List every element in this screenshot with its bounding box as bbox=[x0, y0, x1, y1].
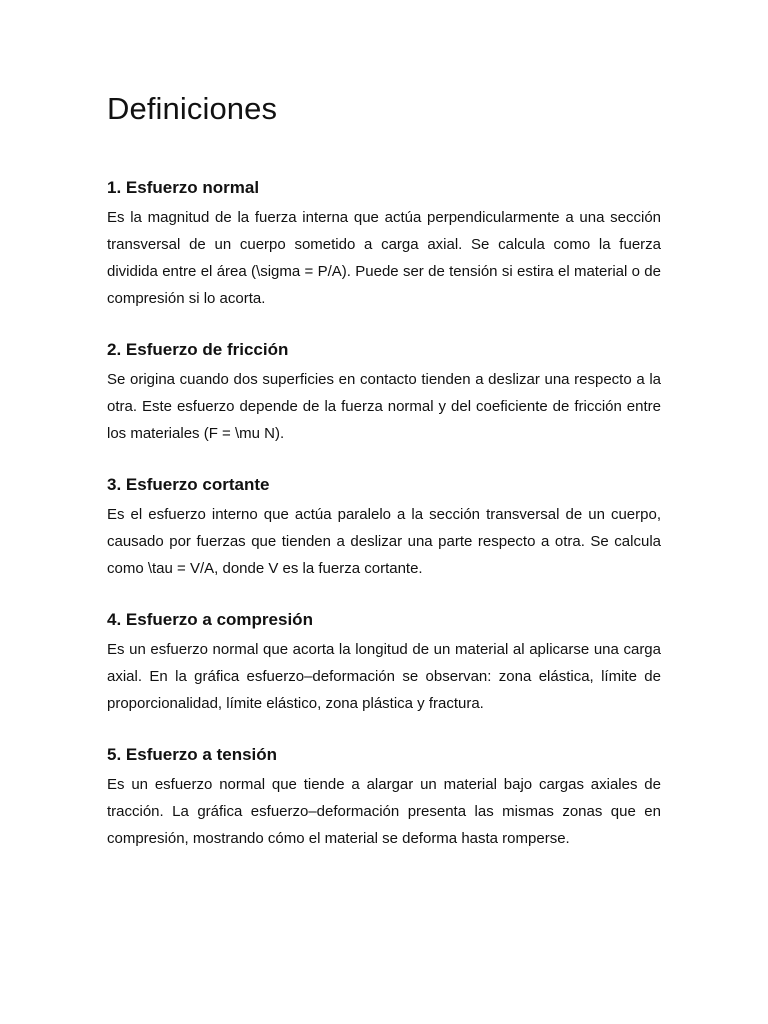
section-heading: 3. Esfuerzo cortante bbox=[107, 475, 270, 494]
section-body: Es un esfuerzo normal que acorta la longitud de un material al aplicarse una carga axial. En la gráfica esfuerzo–deformación se observan: zona elástica, límite de proporcionalidad, límite elástico, zona plástica y fractura. bbox=[107, 641, 661, 712]
section-body: Se origina cuando dos superficies en contacto tienden a deslizar una respecto a la otra. Este esfuerzo depende de la fuerza normal y del coeficiente de fricción entre los materiales (F = \mu N). bbox=[107, 371, 661, 442]
document-title: Definiciones bbox=[107, 91, 278, 126]
section-esfuerzo-cortante bbox=[107, 474, 661, 582]
section-body: Es un esfuerzo normal que tiende a alargar un material bajo cargas axiales de tracción. La gráfica esfuerzo–deformación presenta las mismas zonas que en compresión, mostrando cómo el material se deforma hasta romperse. bbox=[107, 776, 661, 847]
section-body: Es la magnitud de la fuerza interna que actúa perpendicularmente a una sección transversal de un cuerpo sometido a carga axial. Se calcula como la fuerza dividida entre el área (\sigma = P/A). Puede ser de tensión si estira el material o de compresión si lo acorta. bbox=[107, 209, 661, 307]
document-page bbox=[107, 88, 661, 879]
section-body: Es el esfuerzo interno que actúa paralelo a la sección transversal de un cuerpo, causado por fuerzas que tienden a deslizar una parte respecto a otra. Se calcula como \tau = V/A, donde V es la fuerza cortante. bbox=[107, 506, 661, 577]
section-esfuerzo-normal bbox=[107, 177, 661, 312]
section-heading: 4. Esfuerzo a compresión bbox=[107, 610, 313, 629]
section-heading: 5. Esfuerzo a tensión bbox=[107, 745, 278, 764]
section-heading: 1. Esfuerzo normal bbox=[107, 178, 260, 197]
section-esfuerzo-compresion bbox=[107, 609, 661, 717]
section-heading: 2. Esfuerzo de fricción bbox=[107, 340, 289, 359]
section-esfuerzo-friccion bbox=[107, 339, 661, 447]
section-esfuerzo-tension bbox=[107, 744, 661, 852]
